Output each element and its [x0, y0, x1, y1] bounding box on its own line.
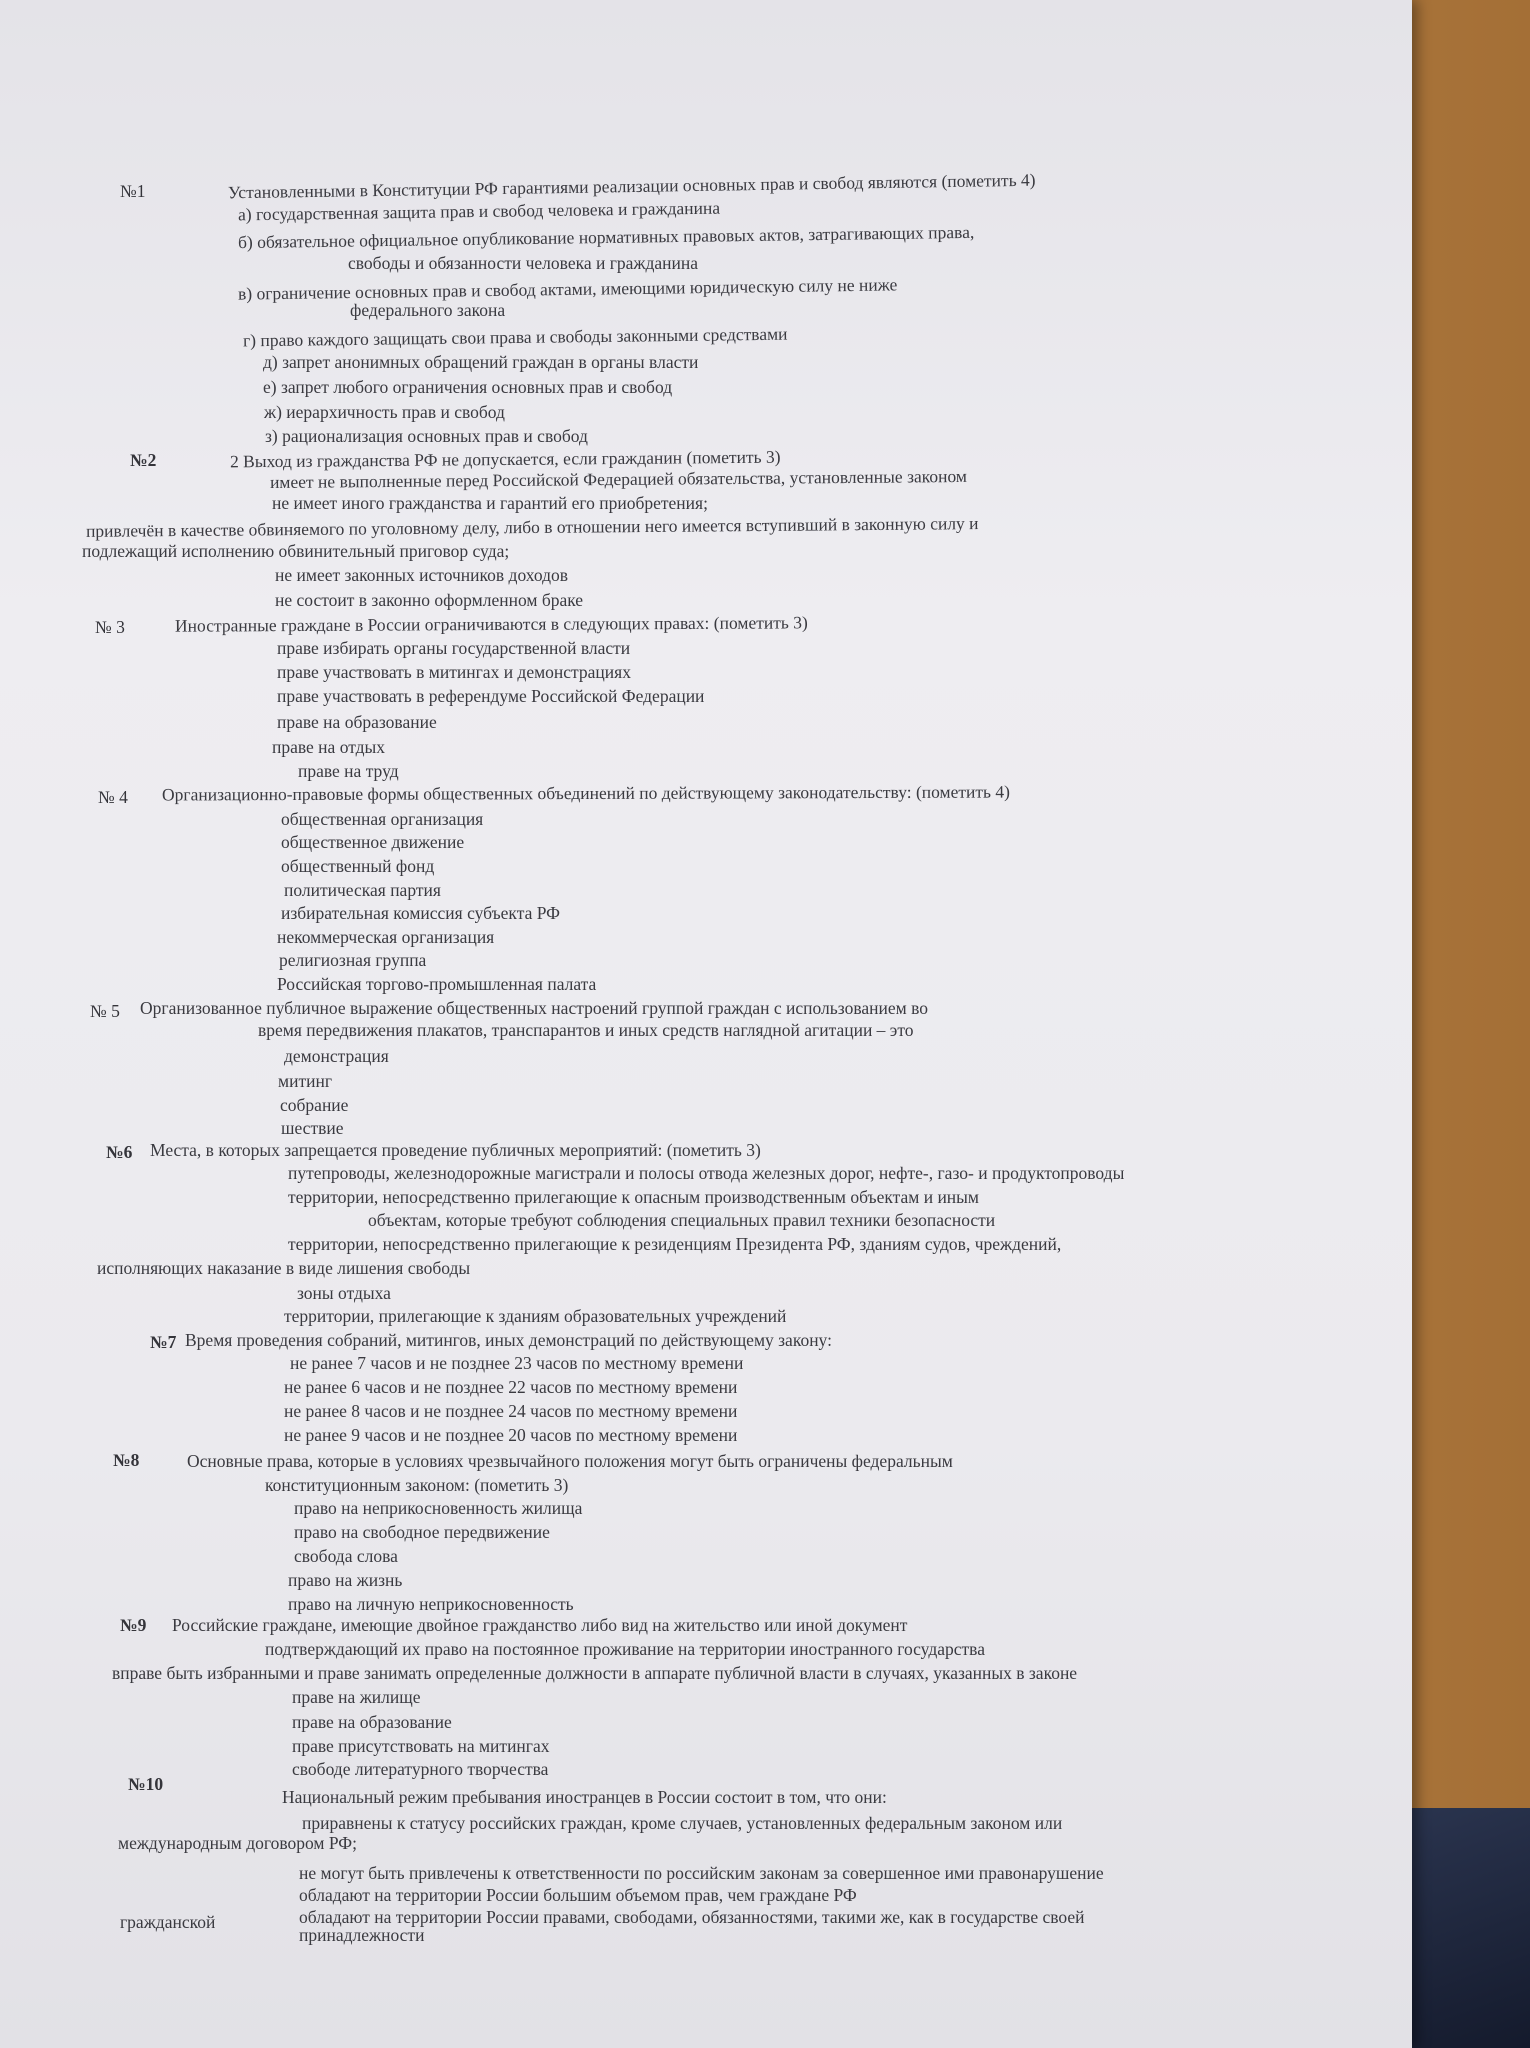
q9-option: праве присутствовать на митингах — [292, 1736, 550, 1756]
q1-option: в) ограничение основных прав и свобод актами, имеющими юридическую силу не ниже — [237, 274, 898, 304]
q9-title-cont: вправе быть избранными и праве занимать определенные должности в аппарате публичной власти в случаях, указанных в законе — [112, 1663, 1078, 1683]
q6-option: территории, непосредственно прилегающие к опасным производственным объектам и иным — [288, 1187, 980, 1207]
q7-option: не ранее 8 часов и не позднее 24 часов по местному времени — [284, 1401, 738, 1421]
q2-option: не состоит в законно оформленном браке — [275, 590, 584, 610]
q5-number: № 5 — [90, 1001, 120, 1021]
q3-option: праве избирать органы государственной власти — [277, 638, 631, 658]
q2-option: не имеет законных источников доходов — [275, 565, 569, 585]
q4-title: Организационно-правовые формы общественных объединений по действующему законодательству: (пометить 4) — [161, 781, 1011, 805]
q5-option: шествие — [281, 1118, 344, 1138]
q1-option: б) обязательное официальное опубликование нормативных правовых актов, затрагивающих права, — [237, 221, 975, 253]
q3-option: праве на труд — [298, 761, 399, 781]
q7-option: не ранее 6 часов и не позднее 22 часов по местному времени — [284, 1377, 738, 1397]
q10-title: Национальный режим пребывания иностранцев в России состоит в том, что они: — [282, 1787, 887, 1807]
q10-option: обладают на территории России правами, свободами, обязанностями, такими же, как в государстве своей — [299, 1907, 1085, 1927]
q7-option: не ранее 9 часов и не позднее 20 часов по местному времени — [284, 1425, 738, 1445]
q6-option: территории, прилегающие к зданиям образовательных учреждений — [284, 1306, 787, 1326]
q9-title-cont: подтверждающий их право на постоянное проживание на территории иностранного государства — [265, 1639, 985, 1659]
q10-option: принадлежности — [299, 1925, 425, 1945]
q3-option: праве участвовать в митингах и демонстрациях — [277, 662, 631, 682]
q8-option: право на свободное передвижение — [294, 1522, 550, 1542]
q10-option: приравнены к статусу российских граждан, кроме случаев, установленных федеральным законом или — [302, 1813, 1063, 1833]
q10-option: гражданской — [120, 1912, 216, 1932]
q3-option: праве на образование — [277, 712, 437, 732]
q4-option: Российская торгово-промышленная палата — [277, 974, 597, 994]
q8-option: свобода слова — [294, 1546, 398, 1566]
q3-number: № 3 — [95, 617, 125, 637]
q9-option: свободе литературного творчества — [292, 1759, 549, 1779]
q1-title: Установленными в Конституции РФ гарантиями реализации основных прав и свобод являются (пометить 4) — [227, 169, 1036, 203]
q2-option: подлежащий исполнению обвинительный приговор суда; — [82, 541, 510, 561]
q4-option: политическая партия — [284, 880, 441, 900]
q5-option: собрание — [280, 1095, 349, 1115]
q8-title: Основные права, которые в условиях чрезвычайного положения могут быть ограничены федеральным — [187, 1451, 953, 1471]
q8-option: право на жизнь — [288, 1570, 403, 1590]
q8-option: право на неприкосновенность жилища — [294, 1498, 583, 1518]
q1-option: г) право каждого защищать свои права и свободы законными средствами — [242, 323, 788, 351]
q7-option: не ранее 7 часов и не позднее 23 часов по местному времени — [290, 1353, 744, 1373]
q4-number: № 4 — [98, 787, 128, 807]
q10-number: №10 — [128, 1774, 164, 1794]
q9-number: №9 — [120, 1615, 147, 1635]
q3-option: праве участвовать в референдуме Российской Федерации — [277, 686, 705, 706]
q9-option: праве на жилище — [292, 1687, 421, 1707]
q4-option: общественная организация — [281, 809, 484, 829]
q4-option: избирательная комиссия субъекта РФ — [281, 903, 560, 923]
q1-option: е) запрет любого ограничения основных прав и свобод — [263, 377, 673, 397]
q1-number: №1 — [120, 181, 146, 201]
q8-option: право на личную неприкосновенность — [288, 1594, 574, 1614]
q4-option: общественное движение — [281, 832, 465, 852]
q2-option: привлечён в качестве обвиняемого по уголовному делу, либо в отношении него имеется вступивший в законную силу и — [85, 513, 979, 541]
q6-option: исполняющих наказание в виде лишения свободы — [97, 1258, 471, 1278]
q10-option: не могут быть привлечены к ответственности по российским законам за совершенное ими правонарушение — [299, 1863, 1104, 1883]
q3-title: Иностранные граждане в России ограничиваются в следующих правах: (пометить 3) — [174, 612, 808, 636]
q6-option: зоны отдыха — [297, 1283, 391, 1303]
q2-option: не имеет иного гражданства и гарантий его приобретения; — [272, 493, 708, 513]
q1-option: а) государственная защита прав и свобод человека и гражданина — [237, 197, 721, 225]
q6-title: Места, в которых запрещается проведение публичных мероприятий: (пометить 3) — [150, 1140, 761, 1160]
q10-option: международным договором РФ; — [118, 1833, 357, 1853]
q5-option: демонстрация — [284, 1046, 389, 1066]
q6-option: путепроводы, железнодорожные магистрали и полосы отвода железных дорог, нефте-, газо- и продуктопроводы — [288, 1163, 1125, 1183]
q5-title-cont: время передвижения плакатов, транспарантов и иных средств наглядной агитации – это — [258, 1020, 914, 1040]
q1-option: федерального закона — [350, 300, 506, 320]
q5-option: митинг — [278, 1071, 332, 1091]
q10-option: обладают на территории России большим объемом прав, чем граждане РФ — [299, 1885, 857, 1905]
q1-option: з) рационализация основных прав и свобод — [265, 426, 588, 446]
q7-title: Время проведения собраний, митингов, иных демонстраций по действующему закону: — [185, 1330, 832, 1350]
q2-title: 2 Выход из гражданства РФ не допускается, если гражданин (пометить 3) — [229, 446, 781, 472]
q2-option: имеет не выполненные перед Российской Федерацией обязательства, установленные законом — [269, 465, 968, 493]
q6-number: №6 — [106, 1142, 133, 1162]
q9-option: праве на образование — [292, 1712, 452, 1732]
q5-title: Организованное публичное выражение общественных настроений группой граждан с использованием во — [140, 998, 928, 1018]
q6-option: объектам, которые требуют соблюдения специальных правил техники безопасности — [368, 1210, 996, 1230]
q4-option: некоммерческая организация — [277, 927, 495, 947]
q9-title: Российские граждане, имеющие двойное гражданство либо вид на жительство или иной документ — [172, 1615, 908, 1635]
q7-number: №7 — [150, 1332, 177, 1352]
q8-number: №8 — [113, 1450, 140, 1470]
q1-option: ж) иерархичность прав и свобод — [264, 402, 505, 422]
q4-option: религиозная группа — [279, 950, 427, 970]
q8-title-cont: конституционным законом: (пометить 3) — [265, 1475, 569, 1495]
q3-option: праве на отдых — [272, 737, 386, 757]
q2-number: №2 — [130, 450, 157, 470]
q4-option: общественный фонд — [281, 856, 435, 876]
q1-option: свободы и обязанности человека и гражданина — [348, 253, 699, 273]
q1-option: д) запрет анонимных обращений граждан в органы власти — [263, 352, 699, 372]
q6-option: территории, непосредственно прилегающие к резиденциям Президента РФ, зданиям судов, чреждений, — [288, 1234, 1062, 1254]
